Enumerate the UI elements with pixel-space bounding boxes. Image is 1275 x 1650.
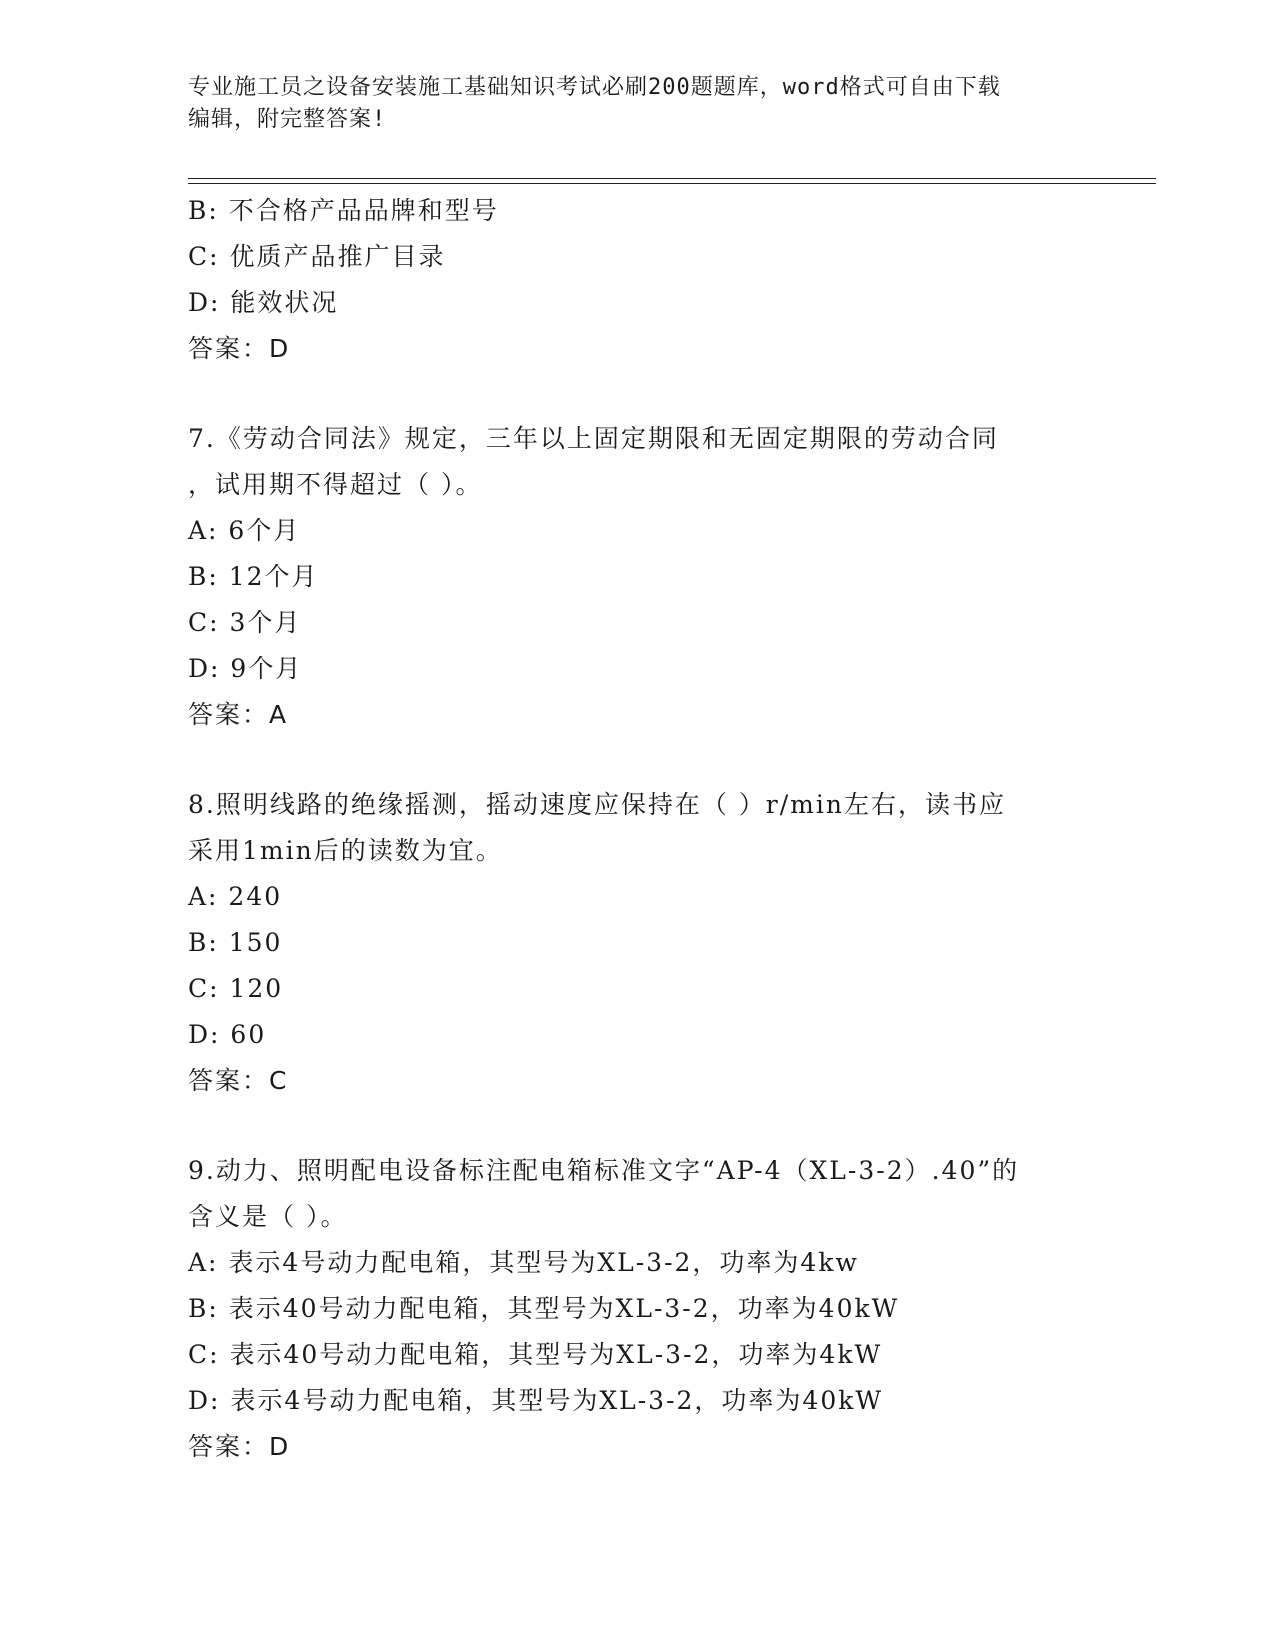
- option-a: A: 6个月: [188, 516, 301, 545]
- question-7: [188, 416, 1088, 738]
- answer-line: 答案：A: [188, 700, 289, 729]
- option-c: C: 3个月: [188, 608, 302, 637]
- question-text-line-2: ，试用期不得超过（ ）。: [188, 470, 483, 499]
- option-c: C: 120: [188, 974, 284, 1003]
- answer-line: 答案：D: [188, 1432, 291, 1461]
- option-b: B: 150: [188, 928, 283, 957]
- header-title-line-1: 专业施工员之设备安装施工基础知识考试必刷200题题库，word格式可自由下载: [188, 75, 1001, 100]
- answer-line: 答案：D: [188, 334, 291, 363]
- option-b: B: 不合格产品品牌和型号: [188, 196, 499, 225]
- header-divider-top: [188, 178, 1156, 179]
- option-b: B: 12个月: [188, 562, 319, 591]
- option-c: C: 优质产品推广目录: [188, 242, 446, 271]
- option-d: D: 60: [188, 1020, 267, 1049]
- option-b: B: 表示40号动力配电箱，其型号为XL-3-2，功率为40kW: [188, 1294, 900, 1323]
- header-title-line-2: 编辑，附完整答案!: [188, 107, 387, 132]
- question-text-line-1: 8.照明线路的绝缘摇测，摇动速度应保持在（ ）r/min左右，读书应: [188, 790, 1006, 819]
- header-divider-bottom: [188, 183, 1156, 184]
- option-a: A: 表示4号动力配电箱，其型号为XL-3-2，功率为4kw: [188, 1248, 859, 1277]
- question-list: [188, 188, 1088, 1470]
- question-text-line-2: 含义是（ ）。: [188, 1202, 348, 1231]
- option-a: A: 240: [188, 882, 283, 911]
- option-d: D: 9个月: [188, 654, 303, 683]
- question-text-line-1: 7.《劳动合同法》规定，三年以上固定期限和无固定期限的劳动合同: [188, 424, 999, 453]
- document-header: [188, 72, 1068, 136]
- previous-question: [188, 188, 1088, 372]
- question-8: [188, 782, 1088, 1104]
- option-d: D: 能效状况: [188, 288, 339, 317]
- option-c: C: 表示40号动力配电箱，其型号为XL-3-2，功率为4kW: [188, 1340, 883, 1369]
- option-d: D: 表示4号动力配电箱，其型号为XL-3-2，功率为40kW: [188, 1386, 884, 1415]
- question-text-line-2: 采用1min后的读数为宜。: [188, 836, 503, 865]
- question-9: [188, 1148, 1088, 1470]
- question-text-line-1: 9.动力、照明配电设备标注配电箱标准文字“AP-4（XL-3-2）.40”的: [188, 1156, 1020, 1185]
- answer-line: 答案：C: [188, 1066, 289, 1095]
